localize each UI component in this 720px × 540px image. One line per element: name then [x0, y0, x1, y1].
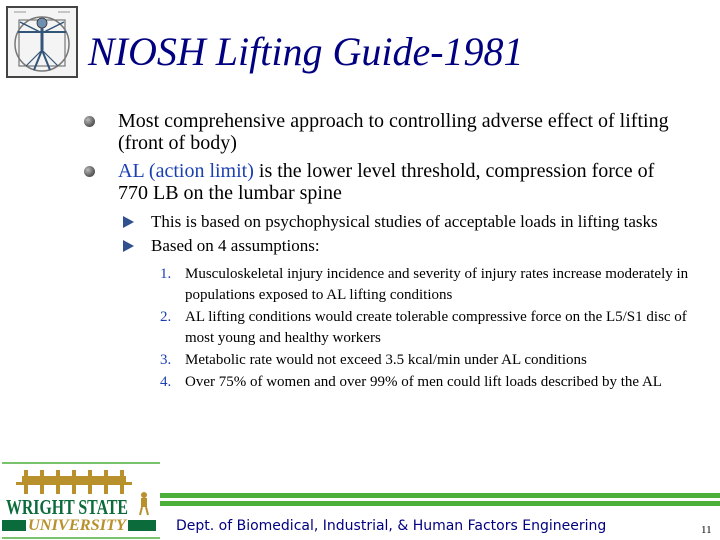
department-footer: Dept. of Biomedical, Industrial, & Human Factors Engineering: [176, 518, 607, 534]
sub-bullet-item: [0, 212, 720, 232]
assumption-text: Over 75% of women and over 99% of men could lift loads described by the AL: [185, 374, 662, 390]
assumption-number: 1.: [160, 266, 172, 282]
arrow-bullet-icon: [123, 216, 134, 228]
assumption-number: 2.: [160, 309, 172, 325]
assumption-number: 3.: [160, 352, 172, 368]
assumption-text: Musculoskeletal injury incidence and severity of injury rates increase moderately in populations exposed to AL lifting conditions: [185, 266, 689, 303]
bullet-text: Most comprehensive approach to controlling adverse effect of lifting (front of body): [118, 110, 669, 154]
assumption-item: [0, 264, 720, 306]
bullet-icon: [84, 166, 95, 177]
vitruvian-man-logo: [6, 6, 78, 78]
page-number: 11: [701, 524, 712, 536]
footer-green-bars: [160, 493, 720, 509]
bullet-item: [0, 160, 720, 204]
slide-title: NIOSH Lifting Guide-1981: [88, 29, 524, 74]
sub-bullet-text: Based on 4 assumptions:: [151, 236, 320, 255]
sub-bullet-text: This is based on psychophysical studies of acceptable loads in lifting tasks: [151, 212, 658, 231]
assumption-text: AL lifting conditions would create tolerable compressive force on the L5/S1 disc of most young and healthy workers: [185, 309, 687, 346]
vitruvian-man-icon: [8, 8, 76, 76]
university-name-bottom: UNIVERSITY: [28, 517, 128, 534]
action-limit-term: AL (action limit): [118, 160, 254, 182]
assumption-item: [0, 307, 720, 349]
sub-bullet-item: [0, 236, 720, 256]
arrow-bullet-icon: [123, 240, 134, 252]
wright-state-logo: [0, 462, 160, 540]
bullet-item: [0, 110, 720, 154]
university-logo-icon: [0, 462, 160, 540]
slide-content: [0, 110, 720, 394]
bullet-text: is the lower level threshold, compression force of 770 LB on the lumbar spine: [118, 160, 655, 204]
university-name-top: WRIGHT STATE: [6, 495, 128, 519]
assumption-item: [0, 350, 720, 371]
assumption-number: 4.: [160, 374, 172, 390]
green-bar: [160, 501, 720, 506]
assumption-item: [0, 372, 720, 393]
bullet-icon: [84, 116, 95, 127]
assumption-text: Metabolic rate would not exceed 3.5 kcal/min under AL conditions: [185, 352, 587, 368]
green-bar: [160, 493, 720, 498]
